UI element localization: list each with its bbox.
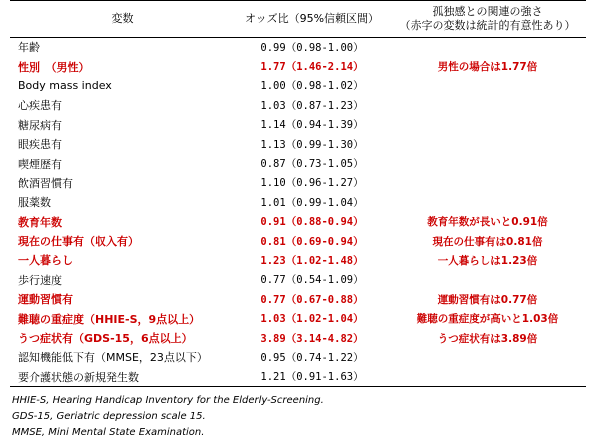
row-odds-ratio-cell: 0.87（0.73-1.05） xyxy=(260,158,364,171)
table-header xyxy=(10,1,586,38)
row-note-cell xyxy=(389,76,586,95)
row-note-cell: 難聴の重症度が高いと1.03倍 xyxy=(416,313,559,326)
table-row xyxy=(10,367,586,386)
row-note-cell xyxy=(389,367,586,386)
row-variable-cell: 服薬数 xyxy=(18,196,51,210)
row-variable-cell: 認知機能低下有（MMSE，23点以下） xyxy=(18,351,208,365)
row-odds-ratio-cell: 0.81（0.69-0.94） xyxy=(260,235,364,248)
row-odds-ratio-cell: 1.03（0.87-1.23） xyxy=(260,99,364,112)
row-variable-cell: 難聴の重症度（HHIE-S，9点以上） xyxy=(18,312,201,326)
row-variable-cell: 運動習慣有 xyxy=(18,293,73,307)
row-note-cell xyxy=(389,154,586,173)
row-odds-ratio-cell: 1.13（0.99-1.30） xyxy=(260,138,364,151)
row-note-cell: 教育年数が長いと0.91倍 xyxy=(427,216,548,229)
row-variable-cell: 喫煙歴有 xyxy=(18,157,62,171)
row-variable-cell: 現在の仕事有（収入有） xyxy=(18,235,139,249)
row-variable-cell: 心疾患有 xyxy=(18,99,62,113)
table-row xyxy=(10,348,586,367)
footnote-hhie: HHIE-S, Hearing Handicap Inventory for the Elderly-Screening. xyxy=(12,395,324,407)
row-odds-ratio-cell: 1.77（1.46-2.14） xyxy=(260,61,364,74)
table-row xyxy=(10,193,586,212)
table-row xyxy=(10,134,586,153)
table-row xyxy=(10,57,586,76)
row-odds-ratio-cell: 1.23（1.02-1.48） xyxy=(260,254,364,267)
row-note-cell xyxy=(389,173,586,192)
table-row xyxy=(10,270,586,289)
row-odds-ratio-cell: 1.14（0.94-1.39） xyxy=(260,119,364,132)
row-odds-ratio-cell: 0.77（0.67-0.88） xyxy=(260,293,364,306)
table-body xyxy=(10,38,586,387)
row-odds-ratio-cell: 0.91（0.88-0.94） xyxy=(260,216,364,229)
footnote-gds: GDS-15, Geriatric depression scale 15. xyxy=(12,411,206,423)
row-note-cell xyxy=(389,348,586,367)
row-odds-ratio-cell: 0.77（0.54-1.09） xyxy=(260,274,364,287)
row-odds-ratio-cell: 3.89（3.14-4.82） xyxy=(260,332,364,345)
table-row xyxy=(10,328,586,347)
results-table-container xyxy=(10,0,586,441)
header-variable: 変数 xyxy=(111,12,134,25)
row-note-cell xyxy=(389,115,586,134)
row-note-cell: 現在の仕事有は0.81倍 xyxy=(432,235,543,248)
odds-ratio-table xyxy=(10,0,586,387)
row-variable-cell: うつ症状有（GDS-15，6点以上） xyxy=(18,332,193,346)
row-note-cell xyxy=(389,96,586,115)
row-note-cell: 一人暮らしは1.23倍 xyxy=(437,254,538,267)
row-odds-ratio-cell: 0.99（0.98-1.00） xyxy=(260,41,364,54)
row-variable-cell: 教育年数 xyxy=(18,215,62,229)
row-variable-cell: 年齢 xyxy=(18,41,40,55)
table-row xyxy=(10,173,586,192)
table-row xyxy=(10,38,586,57)
table-row xyxy=(10,212,586,231)
row-variable-cell: 糖尿病有 xyxy=(18,118,62,132)
header-association-line1: 孤独感との関連の強さ xyxy=(432,5,543,18)
row-note-cell xyxy=(389,193,586,212)
row-note-cell: 男性の場合は1.77倍 xyxy=(437,61,538,74)
row-variable-cell: 一人暮らし xyxy=(18,254,73,268)
row-note-cell xyxy=(389,134,586,153)
table-row xyxy=(10,251,586,270)
row-variable-cell: 要介護状態の新規発生数 xyxy=(18,370,139,384)
row-odds-ratio-cell: 1.10（0.96-1.27） xyxy=(260,177,364,190)
row-note-cell xyxy=(389,38,586,57)
row-odds-ratio-cell: 0.95（0.74-1.22） xyxy=(260,351,364,364)
header-row xyxy=(10,1,586,38)
row-odds-ratio-cell: 1.03（1.02-1.04） xyxy=(260,313,364,326)
row-variable-cell: Body mass index xyxy=(18,79,112,93)
header-odds-ratio: オッズ比（95%信頼区間） xyxy=(244,12,380,25)
table-row xyxy=(10,76,586,95)
table-row xyxy=(10,115,586,134)
row-variable-cell: 飲酒習慣有 xyxy=(18,176,73,190)
row-variable-cell: 性別 （男性） xyxy=(18,60,90,74)
row-note-cell: 運動習慣有は0.77倍 xyxy=(437,293,538,306)
row-variable-cell: 眼疾患有 xyxy=(18,138,62,152)
row-note-cell xyxy=(389,270,586,289)
row-odds-ratio-cell: 1.21（0.91-1.63） xyxy=(260,371,364,384)
table-row xyxy=(10,290,586,309)
footnotes xyxy=(10,393,586,441)
table-row xyxy=(10,231,586,250)
row-note-cell: うつ症状有は3.89倍 xyxy=(437,332,538,345)
table-row xyxy=(10,154,586,173)
header-association-line2: （赤字の変数は統計的有意性あり） xyxy=(399,19,576,32)
table-row xyxy=(10,96,586,115)
footnote-mmse: MMSE, Mini Mental State Examination. xyxy=(12,427,205,439)
row-variable-cell: 歩行速度 xyxy=(18,273,62,287)
table-row xyxy=(10,309,586,328)
row-odds-ratio-cell: 1.01（0.99-1.04） xyxy=(260,196,364,209)
row-odds-ratio-cell: 1.00（0.98-1.02） xyxy=(260,80,364,93)
header-association xyxy=(389,1,586,38)
